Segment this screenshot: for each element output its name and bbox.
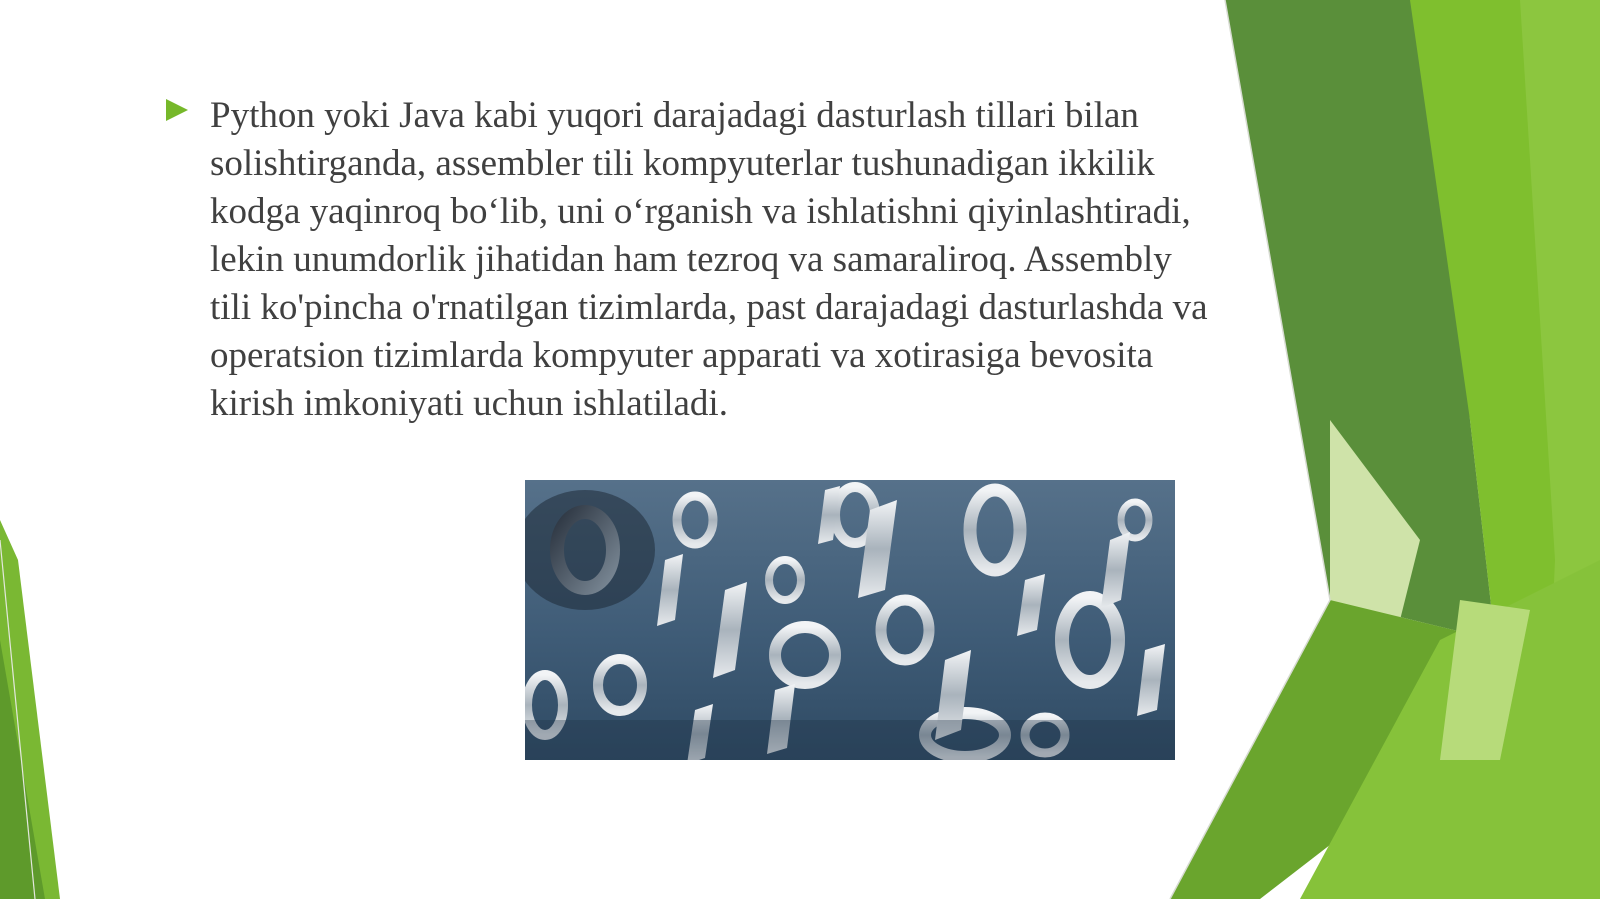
binary-digits-image <box>525 480 1175 760</box>
triangle-right-icon <box>166 99 188 121</box>
bullet-paragraph: Python yoki Java kabi yuqori darajadagi dasturlash tillari bilan solishtirganda, assembler tili kompyuterlar tushunadigan ikkilik kodga yaqinroq bo‘lib, uni o‘rganish va ishlatishni qiyinlashtiradi, lekin unumdorlik jihatidan ham tezroq va samaraliroq. Assembly tili ko'pincha o'rnatilgan tizimlarda, past darajadagi dasturlashda va operatsion tizimlarda kompyuter apparati va xotirasiga bevosita kirish imkoniyati uchun ishlatiladi. <box>210 95 1208 424</box>
